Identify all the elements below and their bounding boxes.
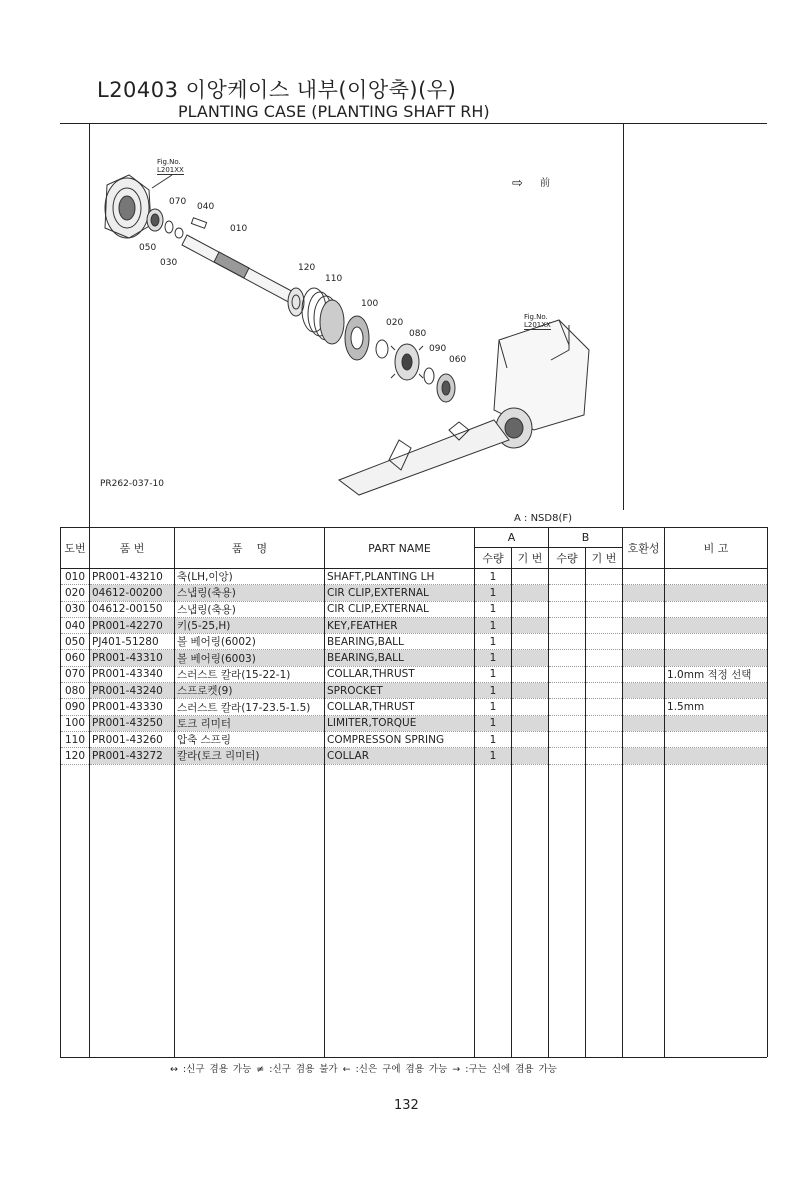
cell-period-b xyxy=(586,601,623,617)
col-part-no: 품 번 xyxy=(90,528,175,569)
cell-remark xyxy=(665,715,768,731)
cell-part-name-en: CIR CLIP,EXTERNAL xyxy=(325,585,475,601)
col-a-qty: 수량 xyxy=(475,548,512,569)
cell-remark xyxy=(665,683,768,699)
cell-ref-no: 120 xyxy=(61,748,90,764)
front-mark: 前 xyxy=(540,178,550,189)
col-part-name-en: PART NAME xyxy=(325,528,475,569)
filler-cell xyxy=(475,764,512,1057)
cell-qty-b xyxy=(549,715,586,731)
fig-no-right xyxy=(524,313,551,330)
callout-020: 020 xyxy=(386,318,404,328)
cell-qty-b xyxy=(549,650,586,666)
cell-period-b xyxy=(586,650,623,666)
callout-120: 120 xyxy=(298,263,316,273)
callout-080: 080 xyxy=(409,329,427,339)
fig-no-right-code: L201XX xyxy=(524,321,551,329)
cell-part-name-en: BEARING,BALL xyxy=(325,634,475,650)
cell-interchange xyxy=(623,748,665,764)
cell-ref-no: 040 xyxy=(61,617,90,633)
col-b-period: 기 번 xyxy=(586,548,623,569)
callout-090: 090 xyxy=(429,344,447,354)
cell-period-b xyxy=(586,634,623,650)
cell-part-name-en: KEY,FEATHER xyxy=(325,617,475,633)
cell-part-no: PR001-42270 xyxy=(90,617,175,633)
cell-qty-b xyxy=(549,731,586,747)
cell-period-a xyxy=(512,748,549,764)
cell-qty-a: 1 xyxy=(475,748,512,764)
cell-part-name-kr: 토크 리미터 xyxy=(175,715,325,731)
cell-interchange xyxy=(623,715,665,731)
fig-no-left-code: L201XX xyxy=(157,166,184,174)
cell-interchange xyxy=(623,617,665,633)
table-filler-row xyxy=(61,764,768,1057)
filler-cell xyxy=(325,764,475,1057)
col-group-b: B xyxy=(549,528,623,548)
col-b-qty: 수량 xyxy=(549,548,586,569)
cell-ref-no: 100 xyxy=(61,715,90,731)
cell-interchange xyxy=(623,601,665,617)
cell-qty-a: 1 xyxy=(475,617,512,633)
cell-part-no: PR001-43272 xyxy=(90,748,175,764)
shaft-010-drawing xyxy=(182,235,299,305)
cell-part-name-en: COLLAR xyxy=(325,748,475,764)
cell-ref-no: 080 xyxy=(61,683,90,699)
table-row xyxy=(61,683,768,699)
footer-rule xyxy=(60,1057,767,1058)
cell-part-no: PR001-43340 xyxy=(90,666,175,682)
cell-qty-b xyxy=(549,699,586,715)
cell-remark xyxy=(665,748,768,764)
drawing-code: PR262-037-10 xyxy=(100,479,164,489)
cell-part-name-kr: 스프로켓(9) xyxy=(175,683,325,699)
cell-qty-a: 1 xyxy=(475,666,512,682)
cell-qty-a: 1 xyxy=(475,634,512,650)
col-interchange: 호환성 xyxy=(623,528,665,569)
filler-cell xyxy=(175,764,325,1057)
cell-part-name-kr: 칼라(토크 리미터) xyxy=(175,748,325,764)
parts-table-body xyxy=(61,569,768,1058)
table-row xyxy=(61,634,768,650)
cell-part-no: 04612-00150 xyxy=(90,601,175,617)
cell-ref-no: 060 xyxy=(61,650,90,666)
cell-part-name-kr: 스냅링(축용) xyxy=(175,585,325,601)
table-row xyxy=(61,731,768,747)
cell-qty-a: 1 xyxy=(475,683,512,699)
cell-remark xyxy=(665,634,768,650)
fig-no-left xyxy=(157,158,184,175)
cell-qty-b xyxy=(549,585,586,601)
cell-period-a xyxy=(512,699,549,715)
filler-cell xyxy=(586,764,623,1057)
callout-050: 050 xyxy=(139,243,157,253)
front-arrow-icon: ⇨ xyxy=(512,176,523,191)
spring-110-drawing xyxy=(302,288,344,344)
cell-period-a xyxy=(512,731,549,747)
cell-period-a xyxy=(512,666,549,682)
cell-qty-a: 1 xyxy=(475,569,512,585)
page-number: 132 xyxy=(394,1098,419,1113)
cell-part-name-kr: 스러스트 칼라(15-22-1) xyxy=(175,666,325,682)
callout-100: 100 xyxy=(361,299,379,309)
table-row xyxy=(61,748,768,764)
table-row xyxy=(61,585,768,601)
header-rule xyxy=(60,123,767,124)
cell-period-b xyxy=(586,748,623,764)
cell-remark xyxy=(665,650,768,666)
cell-ref-no: 050 xyxy=(61,634,90,650)
cell-part-no: PR001-43260 xyxy=(90,731,175,747)
cell-period-b xyxy=(586,731,623,747)
cell-period-b xyxy=(586,715,623,731)
cell-interchange xyxy=(623,569,665,585)
callout-040: 040 xyxy=(197,202,215,212)
cell-interchange xyxy=(623,650,665,666)
table-row xyxy=(61,699,768,715)
table-row xyxy=(61,666,768,682)
cell-part-no: PR001-43240 xyxy=(90,683,175,699)
cell-part-name-en: COLLAR,THRUST xyxy=(325,666,475,682)
cell-qty-a: 1 xyxy=(475,699,512,715)
cell-ref-no: 030 xyxy=(61,601,90,617)
table-row xyxy=(61,617,768,633)
col-group-a: A xyxy=(475,528,549,548)
left-housing-drawing xyxy=(105,175,151,238)
cell-ref-no: 090 xyxy=(61,699,90,715)
table-row xyxy=(61,569,768,585)
cell-remark: 1.5mm xyxy=(665,699,768,715)
cell-period-b xyxy=(586,569,623,585)
cell-interchange xyxy=(623,634,665,650)
cell-part-no: PR001-43210 xyxy=(90,569,175,585)
fig-no-right-caption: Fig.No. xyxy=(524,313,548,321)
cell-remark xyxy=(665,569,768,585)
cell-qty-a: 1 xyxy=(475,601,512,617)
table-row xyxy=(61,601,768,617)
cell-part-name-en: SHAFT,PLANTING LH xyxy=(325,569,475,585)
cell-period-b xyxy=(586,585,623,601)
cell-qty-b xyxy=(549,634,586,650)
parts-table xyxy=(60,527,768,1057)
sprocket-080-drawing xyxy=(391,344,423,380)
cell-part-name-kr: 스러스트 칼라(17-23.5-1.5) xyxy=(175,699,325,715)
cell-period-a xyxy=(512,683,549,699)
cell-period-a xyxy=(512,634,549,650)
cell-part-name-en: BEARING,BALL xyxy=(325,650,475,666)
cell-part-no: PR001-43330 xyxy=(90,699,175,715)
callout-070: 070 xyxy=(169,197,187,207)
cell-period-a xyxy=(512,650,549,666)
cell-qty-b xyxy=(549,601,586,617)
cell-part-name-en: LIMITER,TORQUE xyxy=(325,715,475,731)
cell-part-name-kr: 키(5-25,H) xyxy=(175,617,325,633)
col-ref-no: 도번 xyxy=(61,528,90,569)
cell-qty-a: 1 xyxy=(475,715,512,731)
cell-remark xyxy=(665,585,768,601)
cell-qty-b xyxy=(549,569,586,585)
cell-period-b xyxy=(586,699,623,715)
cell-part-name-en: SPROCKET xyxy=(325,683,475,699)
cell-part-name-en: COLLAR,THRUST xyxy=(325,699,475,715)
cell-qty-a: 1 xyxy=(475,650,512,666)
cell-period-a xyxy=(512,617,549,633)
cell-remark: 1.0mm 적정 선택 xyxy=(665,666,768,682)
cell-period-b xyxy=(586,617,623,633)
callout-030: 030 xyxy=(160,258,178,268)
cell-ref-no: 010 xyxy=(61,569,90,585)
col-remarks: 비 고 xyxy=(665,528,768,569)
cell-period-b xyxy=(586,683,623,699)
cell-part-name-kr: 축(LH,이앙) xyxy=(175,569,325,585)
cell-ref-no: 070 xyxy=(61,666,90,682)
cell-interchange xyxy=(623,683,665,699)
filler-cell xyxy=(512,764,549,1057)
cell-qty-b xyxy=(549,748,586,764)
cell-period-a xyxy=(512,601,549,617)
callout-010: 010 xyxy=(230,224,248,234)
filler-cell xyxy=(549,764,586,1057)
key-040-drawing xyxy=(191,218,206,228)
cell-part-no: PJ401-51280 xyxy=(90,634,175,650)
diagram-divider xyxy=(623,123,624,510)
callout-110: 110 xyxy=(325,274,343,284)
cell-interchange xyxy=(623,731,665,747)
cell-part-name-en: CIR CLIP,EXTERNAL xyxy=(325,601,475,617)
cell-interchange xyxy=(623,585,665,601)
cell-ref-no: 110 xyxy=(61,731,90,747)
table-row xyxy=(61,650,768,666)
collar-070-drawing xyxy=(175,228,183,238)
cell-period-b xyxy=(586,666,623,682)
cell-interchange xyxy=(623,666,665,682)
cell-remark xyxy=(665,601,768,617)
fig-no-left-caption: Fig.No. xyxy=(157,158,181,166)
cell-part-name-en: COMPRESSON SPRING xyxy=(325,731,475,747)
cell-qty-a: 1 xyxy=(475,585,512,601)
table-row xyxy=(61,715,768,731)
cell-part-no: PR001-43310 xyxy=(90,650,175,666)
cell-remark xyxy=(665,731,768,747)
page-subtitle: PLANTING CASE (PLANTING SHAFT RH) xyxy=(178,102,490,121)
collar-090-drawing xyxy=(424,368,434,384)
col-part-name-kr: 품 명 xyxy=(175,528,325,569)
cell-part-name-kr: 스냅링(축용) xyxy=(175,601,325,617)
clip-020-drawing xyxy=(376,340,388,358)
cell-interchange xyxy=(623,699,665,715)
model-line: A : NSD8(F) xyxy=(514,513,573,524)
cell-period-a xyxy=(512,585,549,601)
cell-qty-b xyxy=(549,683,586,699)
callout-060: 060 xyxy=(449,355,467,365)
compatibility-legend: ↔ :신구 겸용 가능 ≠ :신구 겸용 불가 ← :신은 구에 겸용 가능 → :구는 신에 겸용 가능 xyxy=(170,1064,557,1075)
cell-part-name-kr: 볼 베어링(6002) xyxy=(175,634,325,650)
col-a-period: 기 번 xyxy=(512,548,549,569)
cell-remark xyxy=(665,617,768,633)
filler-cell xyxy=(61,764,90,1057)
cell-qty-b xyxy=(549,666,586,682)
filler-cell xyxy=(90,764,175,1057)
cell-period-a xyxy=(512,715,549,731)
cell-part-name-kr: 압축 스프링 xyxy=(175,731,325,747)
cell-period-a xyxy=(512,569,549,585)
page-title: L20403 이앙케이스 내부(이앙축)(우) xyxy=(97,78,457,102)
filler-cell xyxy=(623,764,665,1057)
cell-part-name-kr: 볼 베어링(6003) xyxy=(175,650,325,666)
cell-part-no: PR001-43250 xyxy=(90,715,175,731)
cell-qty-a: 1 xyxy=(475,731,512,747)
cell-part-no: 04612-00200 xyxy=(90,585,175,601)
cell-qty-b xyxy=(549,617,586,633)
cell-ref-no: 020 xyxy=(61,585,90,601)
clip-030-drawing xyxy=(165,221,173,233)
filler-cell xyxy=(665,764,768,1057)
